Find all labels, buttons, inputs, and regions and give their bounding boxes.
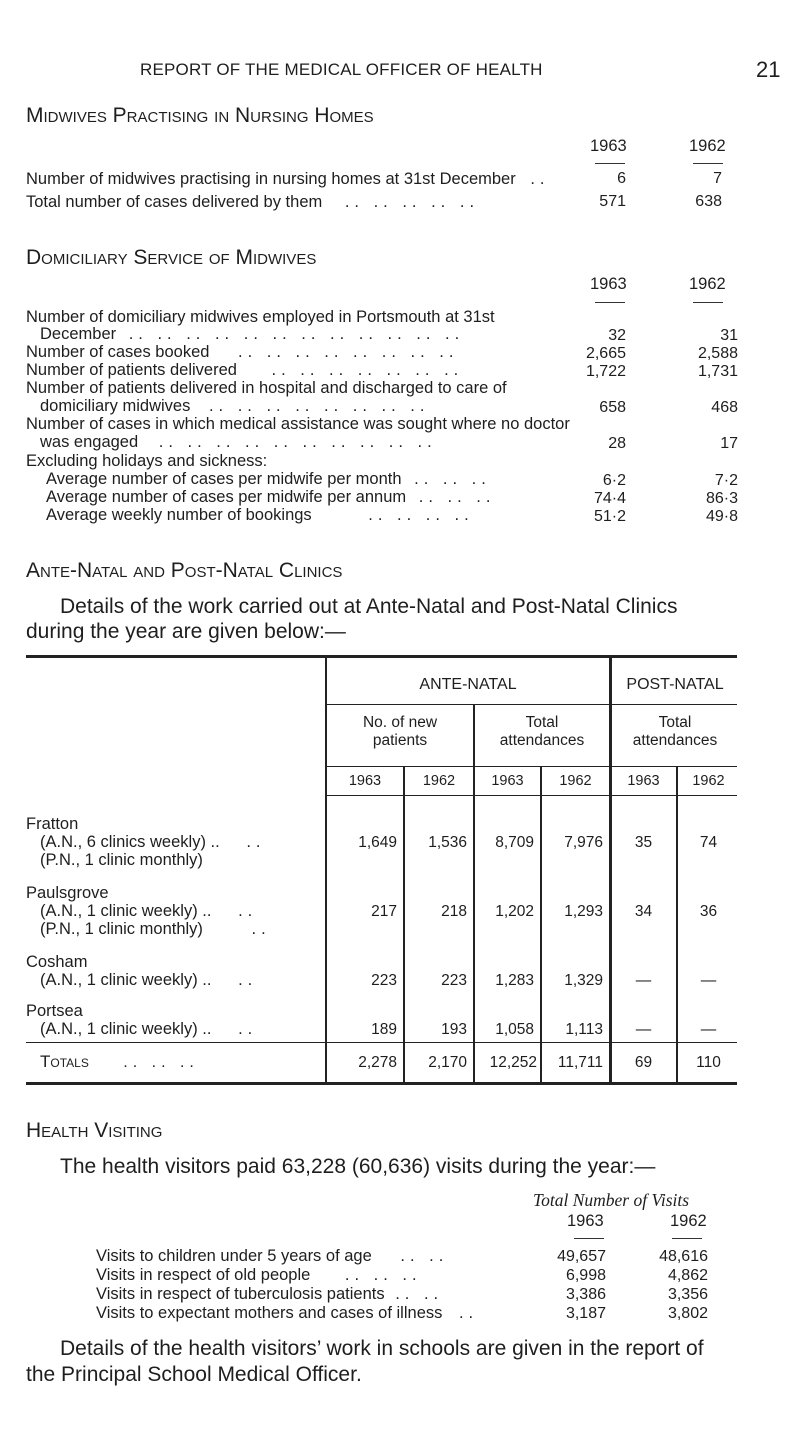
- closing-line2: the Principal School Medical Officer.: [26, 1363, 362, 1386]
- year-col: 1963: [348, 773, 382, 789]
- clinic-detail: [40, 1020, 257, 1039]
- dot-leader: .. .. .. ..: [368, 506, 474, 524]
- totals-label: Totals: [40, 1052, 89, 1071]
- dot-leader: .. ..: [395, 1285, 444, 1303]
- section-heading-nursing-homes: Midwives Practising in Nursing Homes: [26, 104, 374, 127]
- dot-leader: ..: [238, 1020, 258, 1038]
- row-label: Visits in respect of old people: [96, 1266, 311, 1284]
- row-label-line2: domiciliary midwives: [40, 397, 191, 415]
- closing-line1: Details of the health visitors’ work in schools are given in the report of: [60, 1337, 704, 1360]
- paulsgrove-total-1963: 1,202: [495, 903, 534, 920]
- visits-1962: 3,802: [667, 1305, 708, 1322]
- year-rule: [672, 1238, 702, 1239]
- page-header-title: REPORT OF THE MEDICAL OFFICER OF HEALTH: [140, 60, 543, 79]
- totals-rule: [26, 1042, 737, 1043]
- dot-leader: .. .. .. .. .. .. .. .. .. ..: [158, 433, 437, 451]
- dot-leader: ..: [246, 833, 266, 851]
- table-top-rule: [26, 655, 737, 658]
- value-1962: 31: [720, 327, 738, 344]
- value-1962: 7·2: [714, 472, 738, 489]
- subheader-post-total-2: attendances: [632, 732, 718, 749]
- year-rule: [693, 163, 723, 164]
- section-heading-health-visiting: Health Visiting: [26, 1119, 163, 1142]
- row-label: Average number of cases per midwife per month: [46, 470, 402, 488]
- table-row: [96, 1266, 422, 1285]
- paulsgrove-total-1962: 1,293: [564, 903, 603, 920]
- value-1962: 7: [713, 170, 722, 187]
- value-1963: 6·2: [602, 472, 626, 489]
- clinic-detail-text: (A.N., 1 clinic weekly) ..: [40, 902, 212, 920]
- clinic-detail-text: (A.N., 1 clinic weekly) ..: [40, 1020, 212, 1038]
- subheader-new-patients-1: No. of new: [362, 714, 438, 731]
- dot-leader: .. ..: [400, 1247, 449, 1265]
- row-label: Number of cases booked: [26, 343, 210, 361]
- value-1962: 49·8: [705, 508, 738, 525]
- cosham-new-1962: 223: [441, 972, 467, 989]
- clinic-name: Cosham: [26, 953, 88, 971]
- year-header-1962: 1962: [689, 137, 726, 155]
- fratton-post-1962: 74: [699, 834, 718, 851]
- total-post-1963: 69: [634, 1054, 653, 1071]
- subheader-rule: [325, 766, 737, 767]
- paulsgrove-post-1963: 34: [634, 903, 653, 920]
- year-rule: [693, 302, 723, 303]
- fratton-total-1963: 8,709: [495, 834, 534, 851]
- table-row: [26, 193, 479, 212]
- table-row: [96, 1247, 448, 1266]
- clinic-detail-text: (A.N., 6 clinics weekly) ..: [40, 833, 220, 851]
- clinic-detail: [40, 971, 257, 990]
- paulsgrove-post-1962: 36: [699, 903, 718, 920]
- portsea-new-1963: 189: [371, 1021, 397, 1038]
- fratton-new-1962: 1,536: [428, 834, 467, 851]
- dot-leader: .. .. .. .. .. .. ..: [271, 361, 464, 379]
- clinic-detail-2: (P.N., 1 clinic monthly): [40, 851, 203, 869]
- dot-leader: ..: [238, 971, 258, 989]
- table-row: [46, 506, 474, 525]
- row-label-line1: Number of domiciliary midwives employed in Portsmouth at 31st: [26, 308, 495, 326]
- clinic-name: Fratton: [26, 815, 79, 833]
- total-new-1963: 2,278: [358, 1054, 397, 1071]
- year-header-1963: 1963: [567, 1212, 604, 1230]
- portsea-post-1962: —: [700, 1021, 717, 1038]
- row-label-line1: Number of patients delivered in hospital and discharged to care of: [26, 379, 507, 397]
- row-label: Number of midwives practising in nursing homes at 31st December: [26, 170, 516, 188]
- portsea-post-1963: —: [635, 1021, 652, 1038]
- portsea-total-1962: 1,113: [565, 1021, 603, 1038]
- dot-leader: .. .. .. .. .. .. .. ..: [238, 343, 459, 361]
- row-label: Number of patients delivered: [26, 361, 237, 379]
- row-label-line2: was engaged: [40, 433, 139, 451]
- clinic-detail: [40, 902, 257, 921]
- value-1963: 658: [599, 399, 626, 416]
- value-1963: 6: [617, 170, 626, 187]
- visits-1962: 48,616: [659, 1248, 708, 1265]
- paulsgrove-new-1962: 218: [441, 903, 467, 920]
- dot-leader: .. .. ..: [344, 1266, 422, 1284]
- visits-1963: 6,998: [565, 1267, 606, 1284]
- group-rule: [325, 704, 737, 705]
- clinic-name: Paulsgrove: [26, 884, 109, 902]
- clinic-detail: [40, 833, 265, 852]
- table-row: [46, 470, 491, 489]
- value-1963: 32: [608, 327, 626, 344]
- value-1963: 2,665: [585, 345, 626, 362]
- dot-leader: ..: [238, 902, 258, 920]
- total-attendances-1962: 11,711: [557, 1054, 603, 1071]
- visits-1962: 3,356: [667, 1286, 708, 1303]
- subheader-total-1: Total: [525, 714, 559, 731]
- value-1962: 638: [695, 193, 722, 210]
- year-col: 1963: [627, 773, 660, 789]
- header-ante-natal: ANTE-NATAL: [419, 676, 517, 693]
- cosham-post-1963: —: [635, 972, 652, 989]
- row-label: Average weekly number of bookings: [46, 506, 312, 524]
- dot-leader: .. .. ..: [414, 470, 491, 488]
- cosham-total-1963: 1,283: [495, 972, 534, 989]
- year-header-1963: 1963: [590, 275, 627, 293]
- year-col: 1962: [559, 773, 592, 789]
- dot-leader: .. .. ..: [418, 488, 496, 506]
- row-label: Average number of cases per midwife per annum: [46, 488, 407, 506]
- cosham-new-1963: 223: [371, 972, 397, 989]
- year-rule: [574, 1238, 604, 1239]
- health-visiting-intro: The health visitors paid 63,228 (60,636) visits during the year:—: [60, 1155, 656, 1178]
- page-number: 21: [756, 57, 781, 82]
- clinic-detail-2: [40, 920, 271, 939]
- value-1963: 1,722: [585, 363, 626, 380]
- subheader-total-2: attendances: [499, 732, 585, 749]
- dot-leader: .. .. .. .. ..: [344, 193, 480, 211]
- table-row: [40, 325, 464, 344]
- clinic-name: Portsea: [26, 1002, 83, 1020]
- year-header-1962: 1962: [670, 1212, 707, 1230]
- year-header-1962: 1962: [689, 275, 726, 293]
- clinics-intro-line2: during the year are given below:—: [26, 620, 346, 643]
- dot-leader: ..: [458, 1304, 479, 1322]
- portsea-total-1963: 1,058: [495, 1021, 534, 1038]
- section-heading-clinics: Ante-Natal and Post-Natal Clinics: [26, 559, 343, 582]
- cosham-total-1962: 1,329: [564, 972, 603, 989]
- visits-column-title: Total Number of Visits: [533, 1190, 690, 1210]
- totals-row: [40, 1052, 199, 1072]
- row-label: Visits to expectant mothers and cases of illness: [96, 1304, 443, 1322]
- dot-leader: ..: [251, 920, 271, 938]
- section-heading-domiciliary: Domiciliary Service of Midwives: [26, 246, 317, 269]
- table-row: [26, 343, 458, 362]
- year-col: 1962: [422, 773, 456, 789]
- clinic-detail-text: (P.N., 1 clinic monthly): [40, 920, 203, 938]
- row-label-line2: December: [40, 325, 117, 343]
- row-label: Visits to children under 5 years of age: [96, 1247, 372, 1265]
- visits-1962: 4,862: [667, 1267, 708, 1284]
- header-post-natal: POST-NATAL: [626, 676, 724, 693]
- year-rule: [595, 163, 625, 164]
- value-1962: 1,731: [697, 363, 738, 380]
- value-1963: 74·4: [593, 490, 626, 507]
- table-row: [96, 1304, 478, 1323]
- table-row: [40, 433, 437, 452]
- year-col: 1962: [692, 773, 725, 789]
- clinics-intro-line1: Details of the work carried out at Ante-Natal and Post-Natal Clinics: [60, 595, 678, 618]
- visits-1963: 3,187: [565, 1305, 606, 1322]
- table-row: [46, 488, 495, 507]
- visits-1963: 3,386: [565, 1286, 606, 1303]
- year-col: 1963: [491, 773, 524, 789]
- subheader-new-patients-2: patients: [372, 732, 428, 749]
- excluding-label: Excluding holidays and sickness:: [26, 452, 268, 470]
- year-rule: [325, 795, 737, 796]
- row-label: Visits in respect of tuberculosis patients: [96, 1285, 385, 1303]
- cosham-post-1962: —: [700, 972, 717, 989]
- paulsgrove-new-1963: 217: [371, 903, 397, 920]
- row-label-line1: Number of cases in which medical assistance was sought where no doctor: [26, 415, 570, 433]
- table-row: [26, 361, 463, 380]
- fratton-new-1963: 1,649: [358, 834, 397, 851]
- year-header-1963: 1963: [590, 137, 627, 155]
- table-row: [96, 1285, 443, 1304]
- total-new-1962: 2,170: [428, 1054, 467, 1071]
- value-1963: 28: [608, 435, 626, 452]
- value-1962: 2,588: [697, 345, 738, 362]
- clinic-detail-text: (A.N., 1 clinic weekly) ..: [40, 971, 212, 989]
- table-row: [26, 170, 549, 189]
- value-1963: 51·2: [593, 508, 626, 525]
- total-post-1962: 110: [696, 1054, 721, 1071]
- portsea-new-1962: 193: [441, 1021, 467, 1038]
- total-attendances-1963: 12,252: [489, 1054, 537, 1071]
- subheader-post-total-1: Total: [658, 714, 692, 731]
- table-row: [40, 397, 429, 416]
- fratton-total-1962: 7,976: [564, 834, 603, 851]
- value-1962: 86·3: [705, 490, 738, 507]
- year-rule: [595, 302, 625, 303]
- value-1963: 571: [599, 193, 626, 210]
- row-label: Total number of cases delivered by them: [26, 193, 323, 211]
- value-1962: 17: [720, 435, 738, 452]
- table-bottom-rule: [26, 1082, 737, 1085]
- fratton-post-1963: 35: [634, 834, 653, 851]
- value-1962: 468: [711, 399, 738, 416]
- dot-leader: .. .. .. .. .. .. .. ..: [208, 397, 430, 415]
- dot-leader: ..: [530, 170, 550, 188]
- dot-leader: .. .. ..: [123, 1054, 199, 1071]
- dot-leader: .. .. .. .. .. .. .. .. .. .. .. ..: [128, 325, 465, 343]
- visits-1963: 49,657: [557, 1248, 606, 1265]
